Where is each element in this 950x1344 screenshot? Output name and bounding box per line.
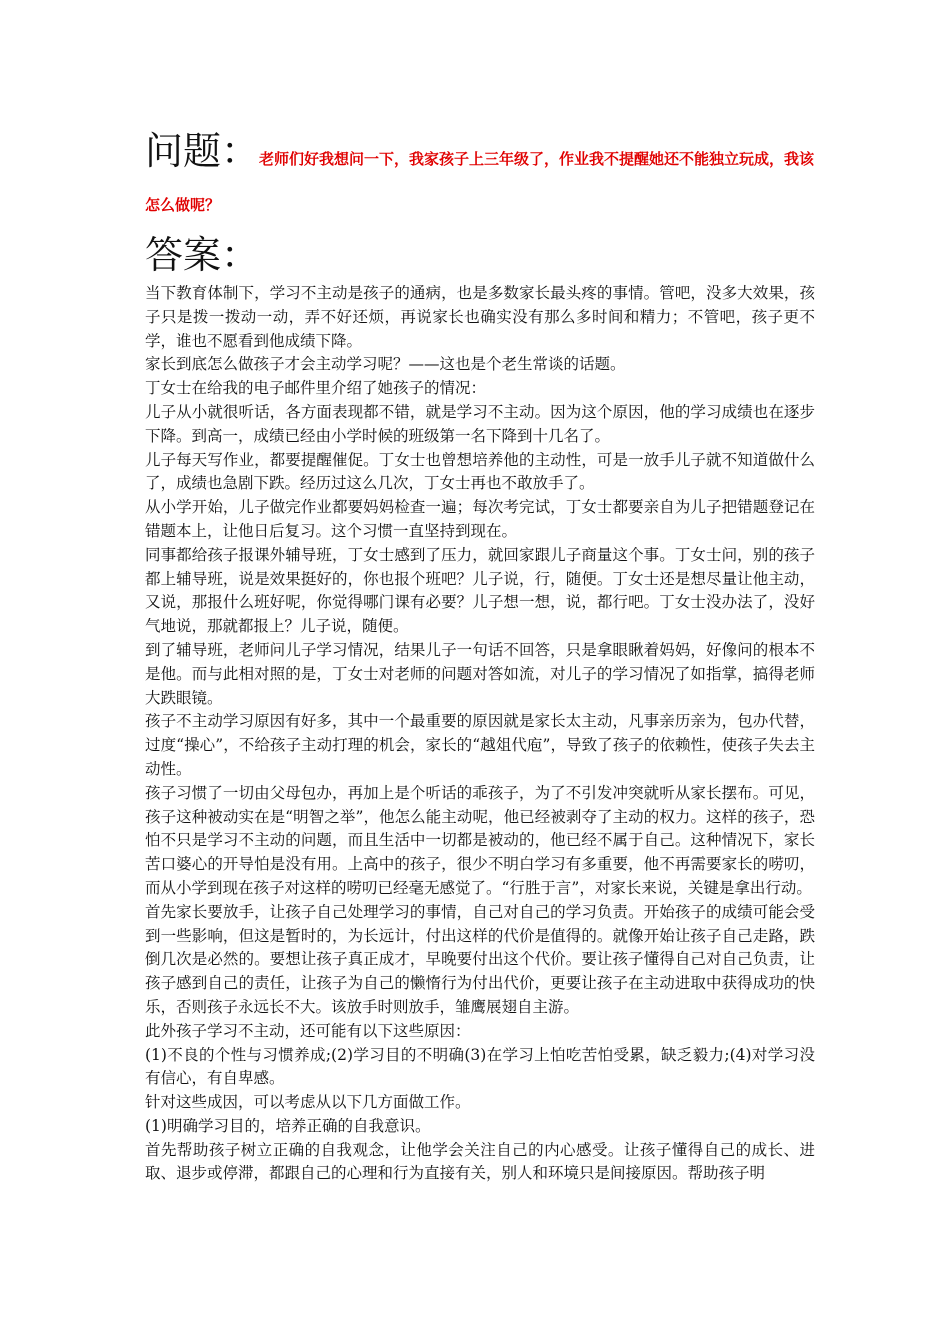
answer-label: 答案： <box>145 233 260 277</box>
paragraph: 儿子每天写作业，都要提醒催促。丁女士也曾想培养他的主动性，可是一放手儿子就不知道做什么了，成绩也急剧下跌。经历过这么几次，丁女士再也不敢放手了。 <box>145 450 815 493</box>
paragraph: 首先家长要放手，让孩子自己处理学习的事情，自己对自己的学习负责。开始孩子的成绩可能会受到一些影响，但这是暂时的，为长远计，付出这样的代价是值得的。就像开始让孩子自己走路，跌倒几次是必然的。要想让孩子真正成才，早晚要付出这个代价。要让孩子懂得自己对自己负责，让孩子感到自己的责任，让孩子为自己的懒惰行为付出代价，更要让孩子在主动进取中获得成功的快乐，否则孩子永远长不大。该放手时则放手，雏鹰展翅自主游。 <box>145 902 815 1016</box>
paragraph: 此外孩子学习不主动，还可能有以下这些原因： <box>145 1021 471 1040</box>
paragraph: 家长到底怎么做孩子才会主动学习呢？——这也是个老生常谈的话题。 <box>145 355 626 374</box>
paragraph: 同事都给孩子报课外辅导班，丁女士感到了压力，就回家跟儿子商量这个事。丁女士问，别的孩子都上辅导班，说是效果挺好的，你也报个班吧？儿子说，行，随便。丁女士还是想尽量让他主动，又说，那报什么班好呢，你觉得哪门课有必要？儿子想一想，说，都行吧。丁女士没办法了，没好气地说，那就都报上？儿子说，随便。 <box>145 545 815 636</box>
paragraph: 到了辅导班，老师问儿子学习情况，结果儿子一句话不回答，只是拿眼瞅着妈妈，好像问的根本不是他。而与此相对照的是，丁女士对老师的问题对答如流，对儿子的学习情况了如指掌，搞得老师大跌眼镜。 <box>145 640 815 707</box>
paragraph: 从小学开始，儿子做完作业都要妈妈检查一遍；每次考完试，丁女士都要亲自为儿子把错题登记在错题本上，让他日后复习。这个习惯一直坚持到现在。 <box>145 498 815 540</box>
paragraph: 针对这些成因，可以考虑从以下几方面做工作。 <box>145 1093 471 1112</box>
answer-body <box>145 282 815 1186</box>
paragraph: 孩子习惯了一切由父母包办，再加上是个听话的乖孩子，为了不引发冲突就听从家长摆布。可见，孩子这种被动实在是“明智之举”，他怎么能主动呢，他已经被剥夺了主动的权力。这样的孩子，恐怕不只是学习不主动的问题，而且生活中一切都是被动的，他已经不属于自己。这种情况下，家长苦口婆心的开导怕是没有用。上高中的孩子，很少不明白学习有多重要，他不再需要家长的唠叨，而从小学到现在孩子对这样的唠叨已经毫无感觉了。“行胜于言”，对家长来说，关键是拿出行动。 <box>145 783 815 897</box>
paragraph: (1)明确学习目的，培养正确的自我意识。 <box>145 1116 431 1135</box>
paragraph: 当下教育体制下，学习不主动是孩子的通病，也是多数家长最头疼的事情。管吧，没多大效果，孩子只是拨一拨动一动，弄不好还烦，再说家长也确实没有那么多时间和精力；不管吧，孩子更不学，谁也不愿看到他成绩下降。 <box>145 284 815 350</box>
document-page <box>145 128 815 1186</box>
paragraph: 孩子不主动学习原因有好多，其中一个最重要的原因就是家长太主动，凡事亲历亲为，包办代替，过度“操心”，不给孩子主动打理的机会，家长的“越俎代庖”，导致了孩子的依赖性，使孩子失去主动性。 <box>145 712 815 778</box>
paragraph: 儿子从小就很听话，各方面表现都不错，就是学习不主动。因为这个原因，他的学习成绩也在逐步下降。到高一，成绩已经由小学时候的班级第一名下降到十几名了。 <box>145 402 815 445</box>
paragraph: 丁女士在给我的电子邮件里介绍了她孩子的情况： <box>145 379 487 398</box>
paragraph: (1)不良的个性与习惯养成;(2)学习目的不明确(3)在学习上怕吃苦怕受累，缺乏毅力;(4)对学习没有信心，有自卑感。 <box>145 1045 815 1088</box>
paragraph: 首先帮助孩子树立正确的自我观念，让他学会关注自己的内心感受。让孩子懂得自己的成长、进取、退步或停滞，都跟自己的心理和行为直接有关，别人和环境只是间接原因。帮助孩子明 <box>145 1140 815 1183</box>
question-text: 老师们好我想问一下，我家孩子上三年级了，作业我不提醒她还不能独立玩成，我该怎么做呢？ <box>145 150 815 214</box>
question-block <box>145 128 815 228</box>
question-label: 问题： <box>145 129 260 173</box>
